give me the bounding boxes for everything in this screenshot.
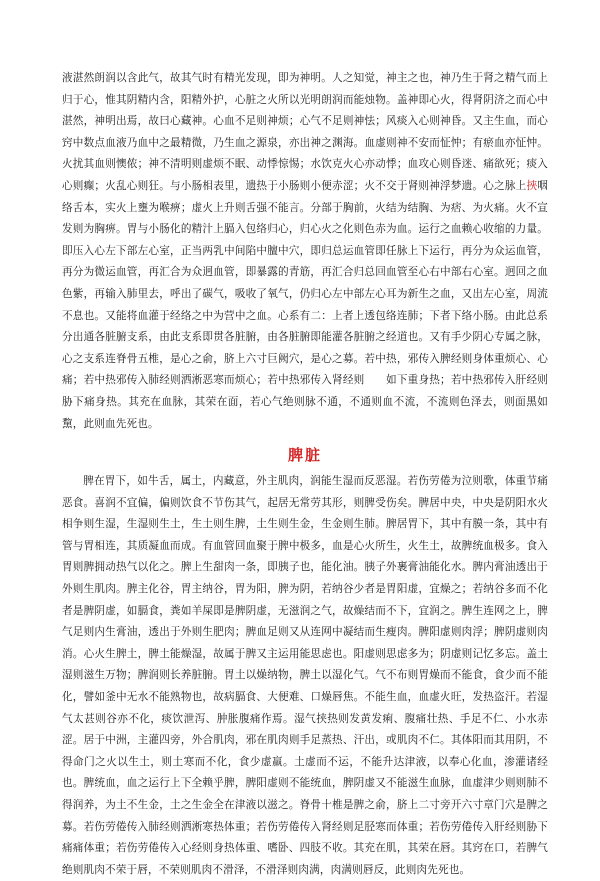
heart-highlight-char: 挾 — [526, 179, 538, 192]
heart-text-part-1: 液湛然朗润以含此气，故其气时有精光发现，即为神明。人之知觉，神主之也，神乃生于肾之精气而上归于心，惟其阴精内含，阳精外护，心脏之火所以光明朗润而能烛物。盖神即心火，得肾阴济之而心中湛然，神明出焉，故曰心藏神。心血不足则神烦；心气不足则神怯；风痰入心则神昏。又主生血，而心窍中数点血液乃血中之最精微，乃生血之源泉，亦出神之渊海。血虚则神不安而怔忡；有瘀血亦怔忡。火扰其血则懊侬；神不清明则虚烦不眠、动悸惊惕；水饮克火心亦动悸；血攻心则昏迷、痛欲死；痰入心则癫；火乱心则狂。与小肠相表里，遗热于小肠则小便赤涩；火不交于肾则神浮梦遗。心之脉上 — [62, 72, 548, 192]
heart-paragraph — [62, 68, 548, 435]
document-page — [62, 68, 548, 881]
spleen-section-title: 脾脏 — [287, 446, 322, 465]
heart-text-part-2: 咽络舌本，实火上壅为喉痹；虚火上升则舌强不能言。分部于胸前，火结为结胸、为痞、为火痛。火不宣发则为胸痹。胃与小肠化的精汁上膈入包络归心，归心火之化则色赤为血。运行之血赖心收缩的力量。即压入心左下部左心室，正当两乳中间陷中膻中穴，即归总运血管即任脉上下运行，再分为众运血管，再分为微运血管，再汇合为众迥血管，即暴露的青筋，再汇合归总回血管至心右中部右心室。迥回之血色紫，再输入肺里去，呼出了碳气，吸收了氧气，仍归心左中部左心耳为新生之血，又出左心室，周流不息也。又能将血灌于经络之中为营中之血。心系有二：上者上透包络连肺；下者下络小肠。由此总系分出通各脏腑支系，由此支系即贯各脏腑，由各脏腑即能灌各脏腑之经道也。又有手少阴心专属之脉，心之支系连脊骨五椎，是心之俞，脐上六寸巨阙穴，是心之募。若中热，邪传入脾经则身体重烦心、心痛；若中热邪传入肺经则洒淅恶寒而烦心；若中热邪传入肾经则 如下重身热；若中热邪传入肝经则胁下痛身热。其充在血脉，其荣在面，若心气绝则脉不通，不通则血不流，不流则色泽去，则面黑如黧，此则血先死也。 — [62, 179, 548, 430]
spleen-paragraph: 脾在胃下，如牛舌，属土，内藏意，外主肌肉，润能生湿而反恶湿。若伤劳倦为泣则歌，体重节痛恶食。喜润不宜偏，偏则饮食不节伤其气，起居无常劳其形，则脾受伤矣。脾居中央，中央是阴阳水火相争则生湿，生湿则生土，生土则生脾，土生则生金，生金则生肺。脾居胃下，其中有膜一条，其中有管与胃相连，其质凝血而成。有血管回血聚于脾中极多，血是心火所生，火生土，故脾统血极多。食入胃则脾拥动热气以化之。脾上生甜肉一条，即胰子也，能化油。胰子外裹膏油能化水。脾内膏油透出于外则生肌肉。脾主化谷，胃主纳谷，胃为阳，脾为阴，若纳谷少者是胃阳虚，宜燥之；若纳谷多而不化者是脾阴虚，如膈食，粪如羊屎即是脾阴虚，无滋润之气，故燥结而不下，宜润之。脾生连网之上，脾气足则内生膏油，透出于外则生肥肉；脾血足则又从连网中凝结而生瘦肉。脾阳虚则肉浮；脾阴虚则肉消。心火生脾土，脾土能燥湿，故属于脾又主运用能思虑也。阳虚则思虑多为；阴虚则记忆多忘。盖土湿则滋生万物；脾润则长养脏腑。胃土以燥纳物，脾土以湿化气。气不布则胃燥而不能食，食少而不能化，譬如釜中无水不能熟物也，故病膈食、大便难、口燥唇焦。不能生血，血虚火旺，发热盗汗。若湿气太甚则谷亦不化，痰饮泄泻、肿胀腹痛作焉。湿气挟热则发黄发痢、腹痛壮热、手足不仁、小水赤涩。居于中洲，主灌四旁，外合肌肉，邪在肌肉则手足蒸热、汗出，或肌肉不仁。其体阳而其用阴，不得命门之火以生土，则土寒而不化，食少虚羸。土虚而不运，不能升达津液，以奉心化血，渗灌诸经也。脾统血，血之运行上下全赖乎脾，脾阳虚则不能统血，脾阴虚又不能滋生血脉，血虚津少则则肺不得润养，为土不生金，土之生金全在津液以滋之。脊骨十椎是脾之俞，脐上二寸旁开六寸章门穴是脾之募。若伤劳倦传入肺经则洒淅寒热体重；若伤劳倦传入肾经则足胫寒而体重；若伤劳倦传入肝经则胁下痛痛体重；若伤劳倦传入心经则身热体重、嗜卧、四肢不收。其充在肌，其荣在唇。其窍在口，若脾气绝则肌肉不荣于唇，不荣则肌肉不滑泽，不滑泽则肉满，肉满则唇反，此则肉先死也。 — [62, 475, 548, 876]
heart-section — [62, 68, 548, 435]
spleen-section — [62, 471, 548, 881]
